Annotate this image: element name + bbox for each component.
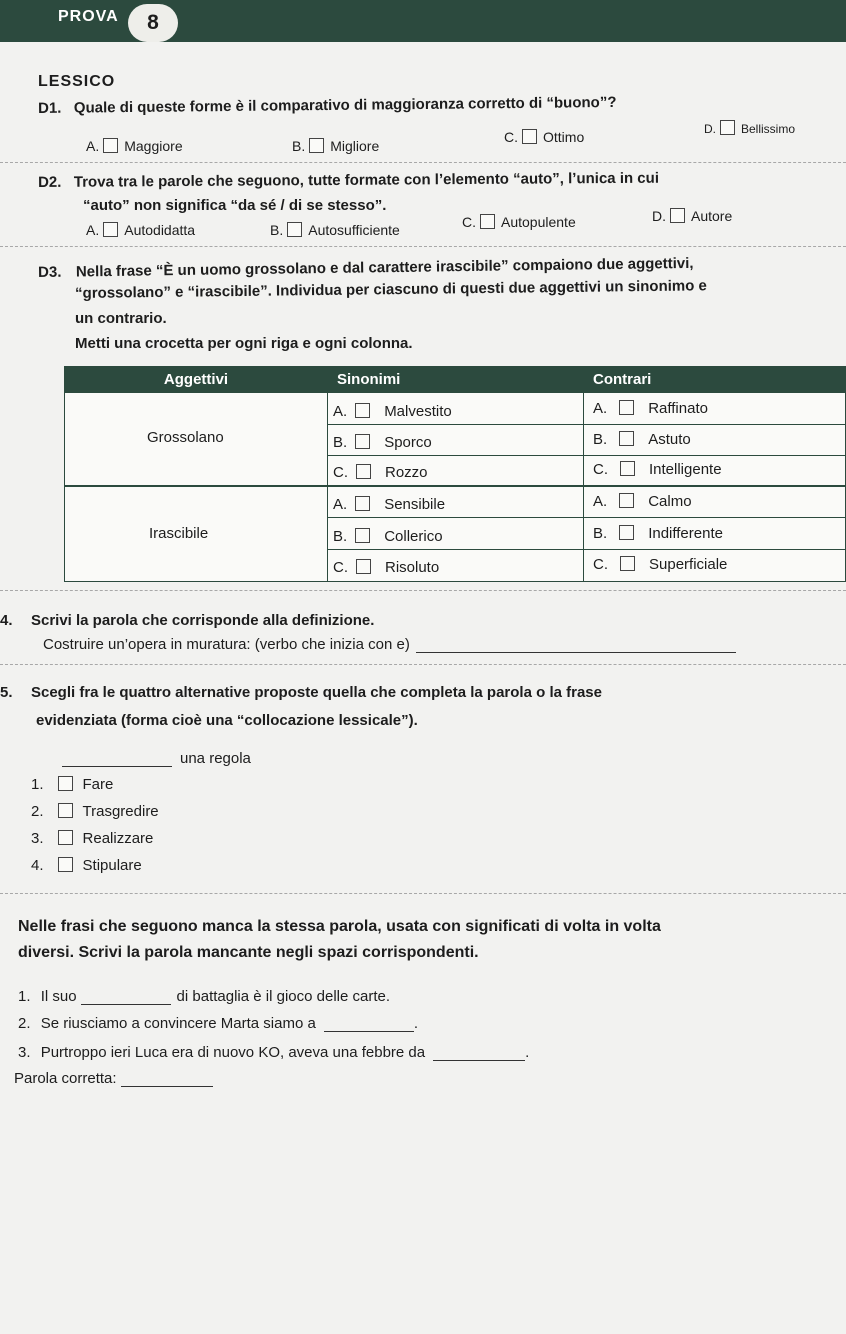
sentence-number: 1. [18,988,31,1005]
d4-definition: Costruire un’opera in muratura: (verbo che inizia con e) [43,636,410,653]
sentence-text: . [413,1015,418,1032]
synonym-option[interactable] [333,559,439,576]
option-letter: C. [593,461,608,478]
section-title: LESSICO [38,73,116,90]
checkbox[interactable] [355,496,370,511]
sentence-number: 2. [18,1015,31,1032]
answer-label: Parola corretta: [14,1070,117,1087]
sentence-text: di battaglia è il gioco delle carte. [176,988,391,1005]
option-letter: A. [593,400,608,417]
row-divider [327,424,845,425]
d5-text-line1: Scegli fra le quattro alternative proposte quella che completa la parola o la frase [30,684,602,701]
checkbox[interactable] [103,138,118,153]
d5-phrase-line [62,750,251,767]
option-letter: B. [333,528,348,545]
divider [0,893,846,894]
checkbox[interactable] [58,830,73,845]
d5-question [0,684,602,702]
option-text: Autodidatta [124,222,196,238]
option-text: Sensibile [384,496,446,513]
prova-number-badge: 8 [128,4,178,42]
d3-text-line1: Nella frase “È un uomo grossolano e dal carattere irascibile” compaiono due aggettivi, [75,254,694,281]
d4-text: Scrivi la parola che corrisponde alla definizione. [30,612,375,629]
antonym-option[interactable] [593,525,723,542]
option-letter: C. [333,559,348,576]
checkbox[interactable] [287,222,302,237]
sentence-number: 3. [18,1044,31,1061]
checkbox[interactable] [619,493,634,508]
d2-option-c[interactable] [462,214,576,230]
option-letter: A. [333,403,348,420]
option-text: Trasgredire [82,803,159,820]
column-divider [583,393,584,581]
antonym-option[interactable] [593,493,692,510]
d5-option-1[interactable] [31,776,113,793]
header-bar [0,0,846,42]
option-text: Raffinato [648,400,708,417]
option-letter: C. [504,129,518,145]
checkbox[interactable] [480,214,495,229]
correct-word-blank[interactable] [121,1072,213,1087]
option-letter: A. [593,493,608,510]
option-letter: D. [704,122,716,136]
d5-text-line2: evidenziata (forma cioè una “collocazione lessicale”). [36,712,418,729]
sentence-text: Purtroppo ieri Luca era di nuovo KO, aveva una febbre da [40,1044,426,1061]
s2-answer-blank[interactable] [324,1017,414,1032]
table-header-contrari: Contrari [583,367,845,393]
option-number: 1. [31,776,44,793]
d6-text-line2: diversi. Scrivi la parola mancante negli spazi corrispondenti. [18,944,479,961]
option-text: Sporco [384,434,432,451]
d1-question [38,94,617,118]
option-letter: D. [652,208,666,224]
option-text: Intelligente [649,461,722,478]
option-text: Calmo [648,493,692,510]
synonym-option[interactable] [333,496,445,513]
d6-sentence-2 [18,1015,418,1032]
checkbox[interactable] [522,129,537,144]
checkbox[interactable] [58,857,73,872]
checkbox[interactable] [670,208,685,223]
d6-text-line1: Nelle frasi che seguono manca la stessa parola, usata con significati di volta in volta [18,918,661,935]
d2-option-a[interactable] [86,222,195,238]
checkbox[interactable] [103,222,118,237]
option-letter: C. [593,556,608,573]
d5-answer-blank[interactable] [62,752,172,767]
antonym-option[interactable] [593,400,708,417]
option-letter: B. [593,431,608,448]
option-letter: C. [333,464,348,481]
checkbox[interactable] [355,528,370,543]
sentence-text: . [525,1044,530,1061]
d5-phrase: una regola [180,750,251,767]
d1-option-d[interactable] [704,120,795,136]
d2-option-d[interactable] [652,208,732,224]
option-letter: A. [86,222,100,238]
checkbox[interactable] [619,525,634,540]
option-text: Astuto [648,431,691,448]
option-letter: C. [462,214,476,230]
table-header-sinonimi: Sinonimi [327,367,583,393]
sentence-text: Il suo [40,988,77,1005]
option-letter: A. [86,138,100,154]
d4-question [0,612,374,630]
option-text: Autosufficiente [308,222,400,238]
checkbox[interactable] [58,776,73,791]
table-header-aggettivi: Aggettivi [65,367,327,393]
d5-option-4[interactable] [31,857,142,874]
option-number: 2. [31,803,44,820]
s3-answer-blank[interactable] [433,1046,525,1061]
d4-answer-blank[interactable] [416,638,736,653]
d2-text-line1: Trova tra le parole che seguono, tutte formate con l’elemento “auto”, l’unica in cui [73,169,660,191]
option-letter: B. [292,138,306,154]
d6-sentence-3 [18,1044,529,1061]
d5-option-3[interactable] [31,830,153,847]
option-text: Collerico [384,528,443,545]
group-divider [65,485,845,487]
checkbox[interactable] [620,461,635,476]
divider [0,162,846,163]
adjective-grossolano: Grossolano [147,429,224,446]
d1-number: D1. [38,99,62,117]
d2-number: D2. [38,173,62,191]
checkbox[interactable] [356,559,371,574]
d6-sentence-1 [18,988,390,1005]
antonym-option[interactable] [593,461,722,478]
column-divider [327,393,328,581]
option-text: Autopulente [501,214,576,230]
synonym-option[interactable] [333,528,443,545]
checkbox[interactable] [355,403,370,418]
option-letter: B. [333,434,348,451]
d1-option-c[interactable] [504,129,584,145]
divider [0,246,846,247]
divider [0,664,846,665]
d1-option-a[interactable] [86,138,183,154]
synonyms-antonyms-table [64,366,846,582]
synonym-option[interactable] [333,464,428,481]
option-text: Stipulare [82,857,142,874]
d3-text-line2: “grossolano” e “irascibile”. Individua per ciascuno di questi due aggettivi un sinonimo e [75,277,707,302]
d6-answer-line [14,1070,213,1087]
d1-text: Quale di queste forme è il comparativo di maggioranza corretto di “buono”? [73,93,617,117]
d5-option-2[interactable] [31,803,159,820]
d3-instruction: Metti una crocetta per ogni riga e ogni colonna. [75,335,413,352]
option-text: Rozzo [385,464,428,481]
option-text: Migliore [330,138,380,154]
option-text: Malvestito [384,403,452,420]
option-text: Superficiale [649,556,728,573]
synonym-option[interactable] [333,434,432,451]
option-text: Realizzare [82,830,154,847]
s1-answer-blank[interactable] [81,990,171,1005]
synonym-option[interactable] [333,403,452,420]
option-text: Indifferente [648,525,723,542]
d2-option-b[interactable] [270,222,400,238]
option-text: Autore [691,208,733,224]
checkbox[interactable] [620,556,635,571]
divider [0,590,846,591]
checkbox[interactable] [58,803,73,818]
option-letter: B. [593,525,608,542]
checkbox[interactable] [720,120,735,135]
row-divider [327,549,845,550]
d4-number: 4. [0,612,13,629]
option-letter: A. [333,496,348,513]
checkbox[interactable] [355,434,370,449]
d5-number: 5. [0,684,13,701]
row-divider [327,455,845,456]
d3-text-line3: un contrario. [75,310,167,327]
d2-question [38,170,659,192]
row-divider [327,517,845,518]
option-text: Bellissimo [741,122,796,136]
d3-number: D3. [38,263,62,281]
adjective-irascibile: Irascibile [149,525,209,542]
d2-text-line2: “auto” non significa “da sé / di se stesso”. [83,197,387,214]
antonym-option[interactable] [593,556,727,573]
option-letter: B. [270,222,284,238]
d1-option-b[interactable] [292,138,379,154]
option-text: Risoluto [385,559,440,576]
checkbox[interactable] [619,431,634,446]
prova-label: PROVA [58,8,119,25]
d4-definition-line [43,636,736,653]
sentence-text: Se riusciamo a convincere Marta siamo a [40,1015,316,1032]
checkbox[interactable] [309,138,324,153]
antonym-option[interactable] [593,431,691,448]
option-number: 3. [31,830,44,847]
option-number: 4. [31,857,44,874]
option-text: Ottimo [543,129,585,145]
option-text: Maggiore [124,138,183,154]
checkbox[interactable] [356,464,371,479]
checkbox[interactable] [619,400,634,415]
option-text: Fare [82,776,114,793]
